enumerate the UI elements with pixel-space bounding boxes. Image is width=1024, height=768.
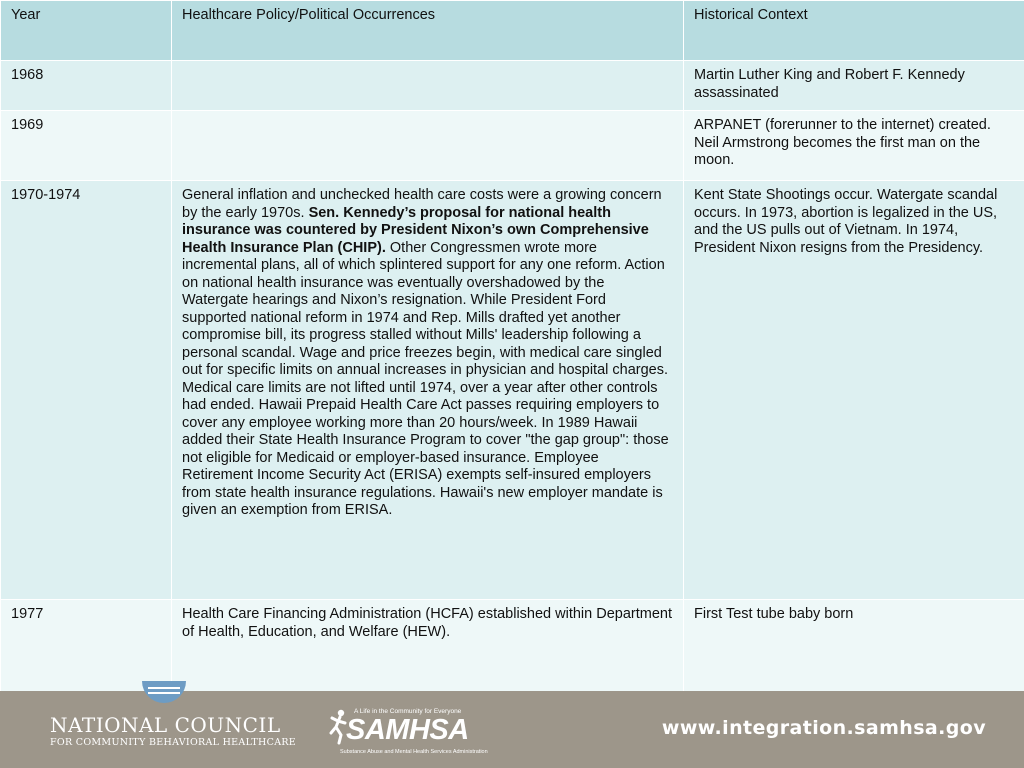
national-council-subtitle: FOR COMMUNITY BEHAVIORAL HEALTHCARE <box>50 737 297 748</box>
policy-cell <box>172 61 684 111</box>
context-cell: ARPANET (forerunner to the internet) created. Neil Armstrong becomes the first man on the moon. <box>684 111 1024 181</box>
national-council-logo <box>50 691 297 768</box>
samhsa-full-name: Substance Abuse and Mental Health Services Administration <box>340 749 488 755</box>
table-row <box>1 111 1024 181</box>
policy-cell <box>172 111 684 181</box>
table-row <box>1 61 1024 111</box>
context-cell: Kent State Shootings occur. Watergate scandal occurs. In 1973, abortion is legalized in the US, and the US pulls out of Vietnam. In 1974, President Nixon resigns from the Presidency. <box>684 181 1024 600</box>
year-cell: 1970-1974 <box>1 181 172 600</box>
year-cell: 1977 <box>1 600 172 693</box>
header-policy: Healthcare Policy/Political Occurrences <box>172 1 684 61</box>
globe-emblem-icon <box>142 681 186 703</box>
policy-cell <box>172 181 684 600</box>
national-council-title: NATIONAL COUNCIL <box>50 713 281 737</box>
policy-text-highlight: Sen. Kennedy’s proposal for national health insurance was countered by President Nixon’s own Comprehensive Health Insurance Plan (CHIP). <box>182 204 649 256</box>
samhsa-logo <box>328 691 488 768</box>
header-context: Historical Context <box>684 1 1024 61</box>
table-row <box>1 181 1024 600</box>
table-row <box>1 600 1024 693</box>
table-header-row <box>1 1 1024 61</box>
context-cell: First Test tube baby born <box>684 600 1024 693</box>
context-cell: Martin Luther King and Robert F. Kennedy assassinated <box>684 61 1024 111</box>
year-cell: 1969 <box>1 111 172 181</box>
policy-cell: Health Care Financing Administration (HCFA) established within Department of Health, Education, and Welfare (HEW). <box>172 600 684 693</box>
policy-text-intro: General inflation and unchecked health care costs were a growing concern by the early 1970s. <box>182 187 662 221</box>
footer-bar <box>0 691 1024 768</box>
samhsa-wordmark: SAMHSA <box>346 714 469 746</box>
samhsa-tagline: A Life in the Community for Everyone <box>354 708 462 715</box>
website-url: www.integration.samhsa.gov <box>661 717 986 739</box>
policy-text-rest: Other Congressmen wrote more incremental plans, all of which splintered support for any one reform. Action on national health insurance was eventually overshadowed by the Watergate hearings and Nixon’s resignation. While President Ford supported national reform in 1974 and Rep. Mills drafted yet another compromise bill, its progress stalled without Mills' leadership following a personal scandal. Wage and price freezes begin, with medical care singled out for specific limits on annual increases in physician and hospital charges. Medical care limits are not lifted until 1974, over a year after other controls had ended. Hawaii Prepaid Health Care Act passes requiring employers to cover any employee working more than 20 hours/week. In 1989 Hawaii added their State Health Insurance Program to cover "the gap group": those not eligible for Medicaid or employer-based insurance. Employee Retirement Income Security Act (ERISA) exempts self-insured employers from state health insurance regulations. Hawaii's new employer mandate is given an exemption from ERISA. <box>182 239 669 518</box>
header-year: Year <box>1 1 172 61</box>
year-cell: 1968 <box>1 61 172 111</box>
